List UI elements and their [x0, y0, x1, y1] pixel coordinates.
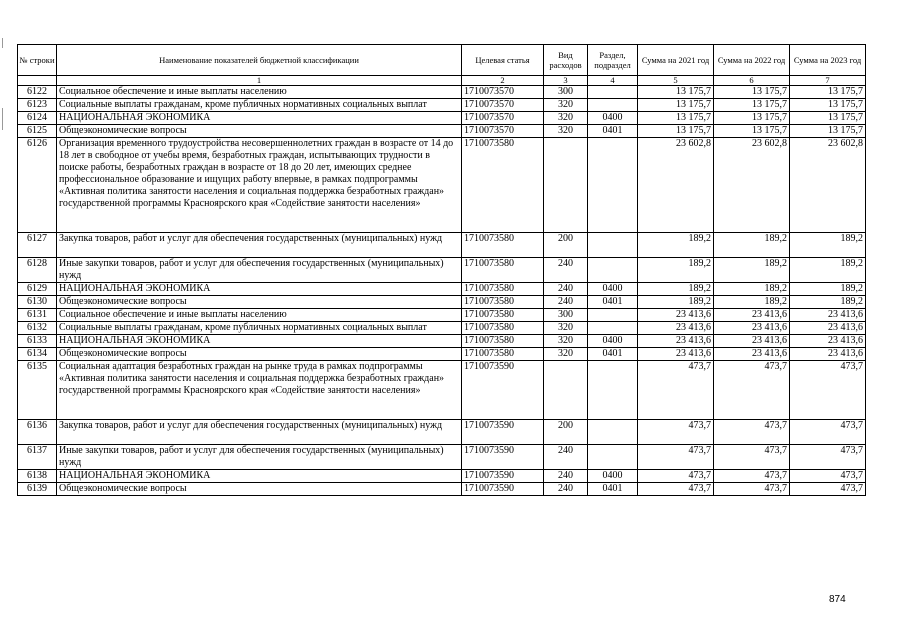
sum-2021: 23 413,6 — [638, 322, 714, 335]
section-code — [588, 361, 638, 420]
target-article: 1710073590 — [462, 483, 544, 496]
header-sum-2022: Сумма на 2022 год — [714, 45, 790, 76]
row-name: Общеэкономические вопросы — [57, 125, 462, 138]
sum-2022: 473,7 — [714, 483, 790, 496]
header-sum-2023: Сумма на 2023 год — [790, 45, 866, 76]
sum-2022: 189,2 — [714, 258, 790, 283]
sum-2022: 13 175,7 — [714, 99, 790, 112]
sum-2023: 13 175,7 — [790, 99, 866, 112]
target-article: 1710073570 — [462, 99, 544, 112]
table-row — [18, 296, 866, 309]
expense-type: 240 — [544, 483, 588, 496]
row-number: 6137 — [18, 445, 57, 470]
sum-2021: 473,7 — [638, 445, 714, 470]
section-code — [588, 86, 638, 99]
table-row — [18, 361, 866, 420]
row-number: 6139 — [18, 483, 57, 496]
column-index: 6 — [714, 76, 790, 86]
sum-2023: 23 413,6 — [790, 348, 866, 361]
section-code — [588, 138, 638, 233]
page-number: 874 — [829, 594, 846, 605]
row-name: НАЦИОНАЛЬНАЯ ЭКОНОМИКА — [57, 335, 462, 348]
section-code — [588, 309, 638, 322]
row-name: НАЦИОНАЛЬНАЯ ЭКОНОМИКА — [57, 470, 462, 483]
sum-2023: 13 175,7 — [790, 112, 866, 125]
sum-2023: 23 413,6 — [790, 335, 866, 348]
expense-type: 320 — [544, 348, 588, 361]
expense-type: 200 — [544, 420, 588, 445]
sum-2022: 13 175,7 — [714, 86, 790, 99]
row-number: 6129 — [18, 283, 57, 296]
row-number: 6138 — [18, 470, 57, 483]
row-number: 6126 — [18, 138, 57, 233]
column-index-row — [18, 76, 866, 86]
expense-type — [544, 361, 588, 420]
column-index: 1 — [57, 76, 462, 86]
column-index: 3 — [544, 76, 588, 86]
sum-2023: 189,2 — [790, 296, 866, 309]
table-row — [18, 348, 866, 361]
expense-type: 240 — [544, 445, 588, 470]
row-name: Закупка товаров, работ и услуг для обеспечения государственных (муниципальных) нужд — [57, 233, 462, 258]
section-code: 0401 — [588, 125, 638, 138]
row-name: Социальные выплаты гражданам, кроме публичных нормативных социальных выплат — [57, 322, 462, 335]
sum-2023: 23 602,8 — [790, 138, 866, 233]
sum-2021: 23 413,6 — [638, 309, 714, 322]
sum-2022: 473,7 — [714, 420, 790, 445]
expense-type: 300 — [544, 86, 588, 99]
target-article: 1710073590 — [462, 445, 544, 470]
row-number: 6136 — [18, 420, 57, 445]
section-code: 0400 — [588, 335, 638, 348]
section-code: 0401 — [588, 296, 638, 309]
sum-2023: 189,2 — [790, 233, 866, 258]
section-code: 0400 — [588, 283, 638, 296]
table-row — [18, 86, 866, 99]
sum-2021: 13 175,7 — [638, 112, 714, 125]
table-row — [18, 112, 866, 125]
sum-2022: 23 413,6 — [714, 335, 790, 348]
table-row — [18, 258, 866, 283]
row-name: Общеэкономические вопросы — [57, 348, 462, 361]
scan-margin-mark — [2, 108, 3, 130]
row-number: 6135 — [18, 361, 57, 420]
sum-2021: 23 413,6 — [638, 335, 714, 348]
target-article: 1710073580 — [462, 309, 544, 322]
table-row — [18, 99, 866, 112]
target-article: 1710073590 — [462, 420, 544, 445]
target-article: 1710073590 — [462, 470, 544, 483]
row-number: 6132 — [18, 322, 57, 335]
expense-type: 300 — [544, 309, 588, 322]
sum-2022: 23 602,8 — [714, 138, 790, 233]
row-name: Закупка товаров, работ и услуг для обеспечения государственных (муниципальных) нужд — [57, 420, 462, 445]
section-code — [588, 258, 638, 283]
sum-2021: 23 602,8 — [638, 138, 714, 233]
expense-type: 320 — [544, 322, 588, 335]
section-code — [588, 322, 638, 335]
table-row — [18, 445, 866, 470]
column-index: 5 — [638, 76, 714, 86]
expense-type: 240 — [544, 470, 588, 483]
column-index: 4 — [588, 76, 638, 86]
target-article: 1710073570 — [462, 86, 544, 99]
target-article: 1710073580 — [462, 296, 544, 309]
sum-2023: 473,7 — [790, 420, 866, 445]
row-name: НАЦИОНАЛЬНАЯ ЭКОНОМИКА — [57, 112, 462, 125]
target-article: 1710073580 — [462, 283, 544, 296]
sum-2021: 189,2 — [638, 233, 714, 258]
sum-2021: 13 175,7 — [638, 86, 714, 99]
row-name: Социальная адаптация безработных граждан на рынке труда в рамках подпрограммы «Активная политика занятости населения и социальная поддержка безработных граждан» государственной программы Красноярского края «Содействие занятости населения» — [57, 361, 462, 420]
sum-2023: 13 175,7 — [790, 86, 866, 99]
table-row — [18, 483, 866, 496]
sum-2022: 189,2 — [714, 283, 790, 296]
table-row — [18, 138, 866, 233]
row-name: Социальное обеспечение и иные выплаты населению — [57, 86, 462, 99]
header-sum-2021: Сумма на 2021 год — [638, 45, 714, 76]
sum-2021: 13 175,7 — [638, 99, 714, 112]
sum-2022: 13 175,7 — [714, 125, 790, 138]
row-name: Иные закупки товаров, работ и услуг для обеспечения государственных (муниципальных) нужд — [57, 445, 462, 470]
row-name: НАЦИОНАЛЬНАЯ ЭКОНОМИКА — [57, 283, 462, 296]
row-number: 6133 — [18, 335, 57, 348]
target-article: 1710073590 — [462, 361, 544, 420]
target-article: 1710073580 — [462, 233, 544, 258]
sum-2022: 13 175,7 — [714, 112, 790, 125]
target-article: 1710073580 — [462, 138, 544, 233]
sum-2022: 473,7 — [714, 470, 790, 483]
row-number: 6127 — [18, 233, 57, 258]
row-name: Социальное обеспечение и иные выплаты населению — [57, 309, 462, 322]
row-number: 6128 — [18, 258, 57, 283]
target-article: 1710073570 — [462, 125, 544, 138]
header-name: Наименование показателей бюджетной классификации — [57, 45, 462, 76]
sum-2022: 23 413,6 — [714, 348, 790, 361]
table-row — [18, 335, 866, 348]
sum-2021: 23 413,6 — [638, 348, 714, 361]
header-target-article: Целевая статья — [462, 45, 544, 76]
sum-2021: 189,2 — [638, 296, 714, 309]
table-row — [18, 470, 866, 483]
expense-type: 320 — [544, 335, 588, 348]
target-article: 1710073580 — [462, 348, 544, 361]
expense-type: 200 — [544, 233, 588, 258]
scan-margin-mark — [2, 38, 3, 48]
row-number: 6134 — [18, 348, 57, 361]
sum-2021: 473,7 — [638, 483, 714, 496]
section-code: 0401 — [588, 483, 638, 496]
row-number: 6130 — [18, 296, 57, 309]
expense-type: 320 — [544, 99, 588, 112]
target-article: 1710073580 — [462, 335, 544, 348]
row-number: 6123 — [18, 99, 57, 112]
table-row — [18, 309, 866, 322]
sum-2022: 189,2 — [714, 296, 790, 309]
row-name: Социальные выплаты гражданам, кроме публичных нормативных социальных выплат — [57, 99, 462, 112]
sum-2022: 23 413,6 — [714, 322, 790, 335]
table-row — [18, 283, 866, 296]
sum-2021: 13 175,7 — [638, 125, 714, 138]
header-section: Раздел, подраздел — [588, 45, 638, 76]
sum-2022: 23 413,6 — [714, 309, 790, 322]
target-article: 1710073580 — [462, 322, 544, 335]
column-index: 7 — [790, 76, 866, 86]
column-index — [18, 76, 57, 86]
section-code — [588, 445, 638, 470]
row-name: Организация временного трудоустройства несовершеннолетних граждан в возрасте от 14 до 18 лет в свободное от учебы время, безработных граждан, испытывающих трудности в поиске работы, безработных граждан в возрасте от 18 до 20 лет, имеющих среднее профессиональное образование и ищущих работу впервые, в рамках подпрограммы «Активная политика занятости населения и социальная поддержка безработных граждан» государственной программы Красноярского края «Содействие занятости населения» — [57, 138, 462, 233]
row-name: Общеэкономические вопросы — [57, 483, 462, 496]
sum-2023: 189,2 — [790, 258, 866, 283]
sum-2023: 23 413,6 — [790, 309, 866, 322]
sum-2023: 473,7 — [790, 445, 866, 470]
sum-2022: 473,7 — [714, 361, 790, 420]
row-name: Общеэкономические вопросы — [57, 296, 462, 309]
sum-2023: 473,7 — [790, 483, 866, 496]
sum-2021: 189,2 — [638, 283, 714, 296]
section-code: 0400 — [588, 112, 638, 125]
sum-2023: 189,2 — [790, 283, 866, 296]
section-code: 0400 — [588, 470, 638, 483]
section-code — [588, 233, 638, 258]
sum-2021: 473,7 — [638, 470, 714, 483]
budget-table — [17, 44, 866, 496]
expense-type: 240 — [544, 258, 588, 283]
row-number: 6125 — [18, 125, 57, 138]
table-row — [18, 125, 866, 138]
sum-2022: 473,7 — [714, 445, 790, 470]
sum-2021: 473,7 — [638, 420, 714, 445]
target-article: 1710073570 — [462, 112, 544, 125]
target-article: 1710073580 — [462, 258, 544, 283]
column-index: 2 — [462, 76, 544, 86]
sum-2023: 473,7 — [790, 361, 866, 420]
expense-type: 320 — [544, 112, 588, 125]
expense-type — [544, 138, 588, 233]
expense-type: 240 — [544, 296, 588, 309]
expense-type: 320 — [544, 125, 588, 138]
table-row — [18, 420, 866, 445]
table-header-row — [18, 45, 866, 76]
sum-2023: 13 175,7 — [790, 125, 866, 138]
section-code — [588, 420, 638, 445]
table-row — [18, 233, 866, 258]
sum-2023: 23 413,6 — [790, 322, 866, 335]
row-number: 6131 — [18, 309, 57, 322]
row-number: 6122 — [18, 86, 57, 99]
sum-2023: 473,7 — [790, 470, 866, 483]
row-name: Иные закупки товаров, работ и услуг для обеспечения государственных (муниципальных) нужд — [57, 258, 462, 283]
expense-type: 240 — [544, 283, 588, 296]
sum-2022: 189,2 — [714, 233, 790, 258]
header-expense-type: Вид расходов — [544, 45, 588, 76]
header-row-number: № строки — [18, 45, 57, 76]
section-code — [588, 99, 638, 112]
sum-2021: 473,7 — [638, 361, 714, 420]
row-number: 6124 — [18, 112, 57, 125]
section-code: 0401 — [588, 348, 638, 361]
sum-2021: 189,2 — [638, 258, 714, 283]
table-row — [18, 322, 866, 335]
